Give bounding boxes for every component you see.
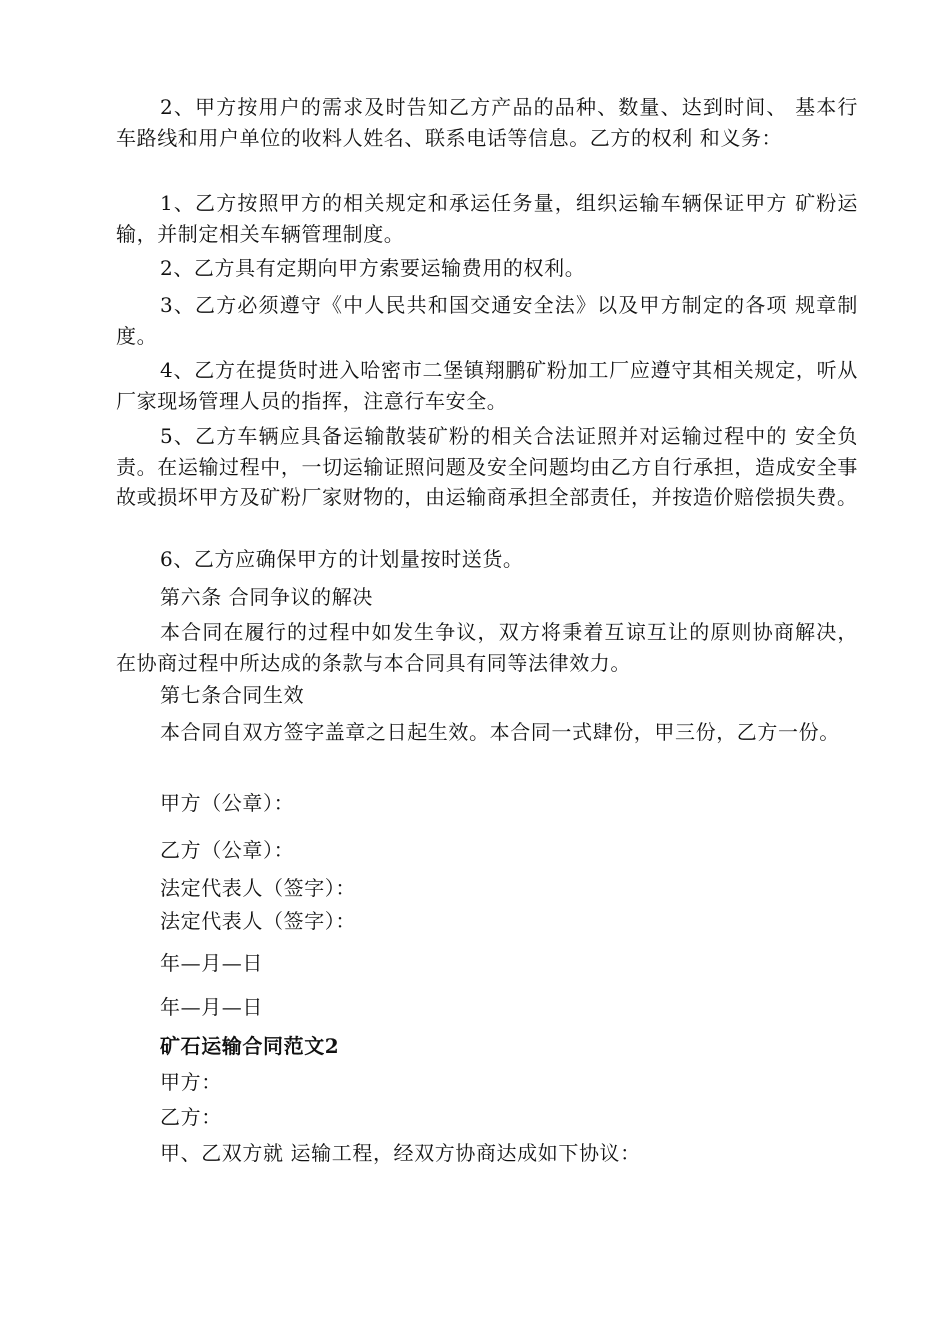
section-heading-article-7: 第七条合同生效 — [160, 683, 305, 707]
paragraph-party-b-duty-1: 1、乙方按照甲方的相关规定和承运任务量，组织运输车辆保证甲方 矿粉运输，并制定相关车辆管理制度。 — [116, 191, 858, 246]
paragraph-dispute-resolution: 本合同在履行的过程中如发生争议，双方将秉着互谅互让的原则协商解决，在协商过程中所达成的条款与本合同具有同等法律效力。 — [116, 620, 858, 675]
paragraph-party-a-duty-2: 2、甲方按用户的需求及时告知乙方产品的品种、数量、达到时间、 基本行车路线和用户单位的收料人姓名、联系电话等信息。乙方的权利 和义务： — [116, 95, 858, 150]
section2-party-b-label: 乙方： — [160, 1105, 222, 1129]
paragraph-party-b-duty-4: 4、乙方在提货时进入哈密市二堡镇翔鹏矿粉加工厂应遵守其相关规定，听从厂家现场管理人员的指挥，注意行车安全。 — [116, 358, 858, 413]
paragraph-party-b-duty-6: 6、乙方应确保甲方的计划量按时送货。 — [160, 547, 524, 571]
section2-party-a-label: 甲方： — [160, 1070, 222, 1094]
paragraph-party-b-duty-3: 3、乙方必须遵守《中人民共和国交通安全法》以及甲方制定的各项 规章制度。 — [116, 293, 858, 348]
section-heading-article-6: 第六条 合同争议的解决 — [160, 585, 373, 609]
paragraph-party-b-duty-5: 5、乙方车辆应具备运输散装矿粉的相关合法证照并对运输过程中的 安全负责。在运输过程中，一切运输证照问题及安全问题均由乙方自行承担，造成安全事故或损坏甲方及矿粉厂家财物的，由运输商承担全部责任，并按造价赔偿损失费。 — [116, 424, 858, 509]
paragraph-party-b-duty-2: 2、乙方具有定期向甲方索要运输费用的权利。 — [160, 256, 586, 280]
party-b-representative-label: 法定代表人（签字）： — [160, 909, 356, 933]
date-line-b: 年—月—日 — [160, 995, 263, 1019]
section2-intro-paragraph: 甲、乙双方就 运输工程，经双方协商达成如下协议： — [160, 1141, 641, 1165]
section-title-sample-2: 矿石运输合同范文2 — [160, 1034, 340, 1058]
party-b-seal-label: 乙方（公章）： — [160, 838, 295, 862]
party-a-seal-label: 甲方（公章）： — [160, 791, 295, 815]
party-a-representative-label: 法定代表人（签字）： — [160, 876, 356, 900]
paragraph-effectiveness: 本合同自双方签字盖章之日起生效。本合同一式肆份，甲三份，乙方一份。 — [160, 720, 840, 744]
date-line-a: 年—月—日 — [160, 951, 263, 975]
